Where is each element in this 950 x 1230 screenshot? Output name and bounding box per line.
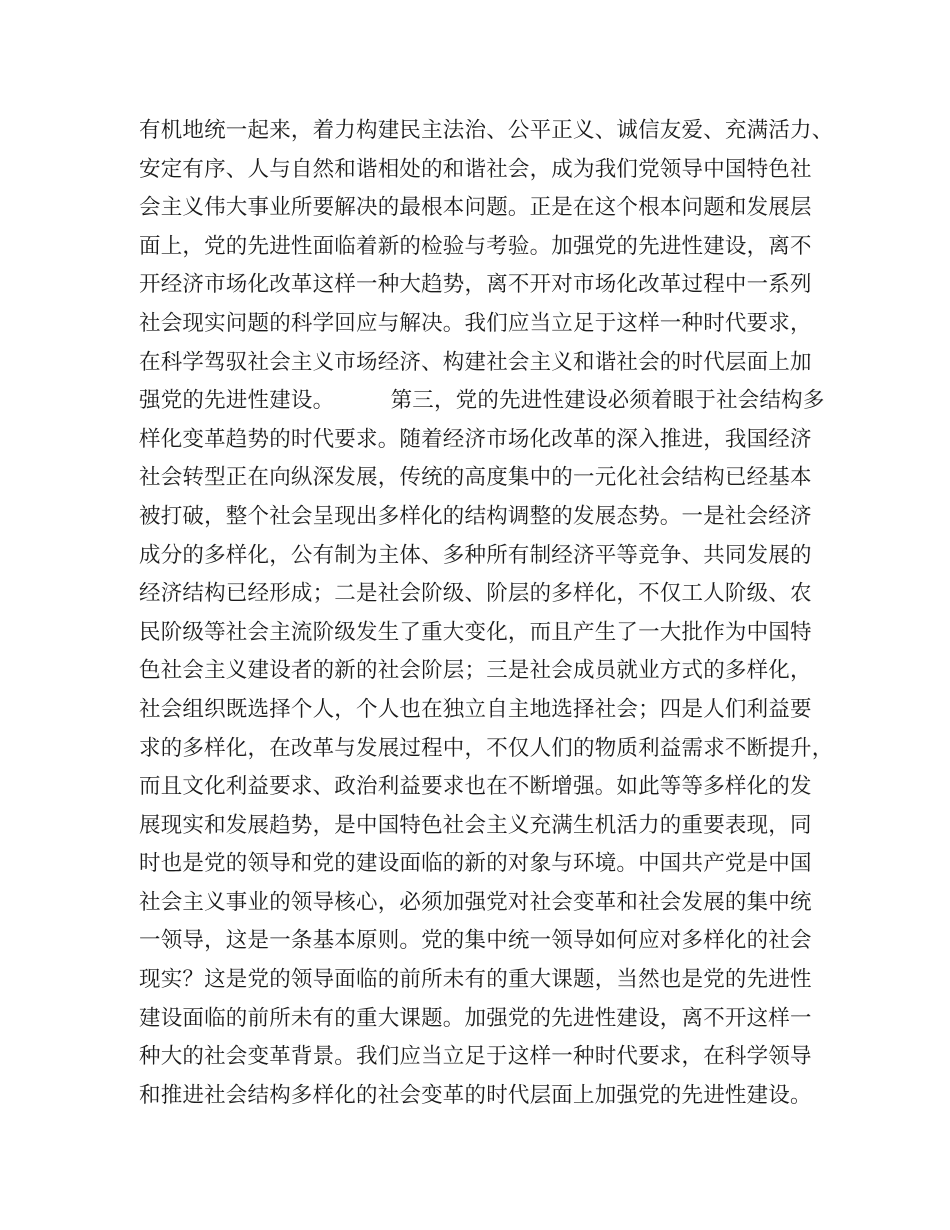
text-line: 社会现实问题的科学回应与解决。我们应当立足于这样一种时代要求， xyxy=(139,310,812,336)
text-line: 强党的先进性建设。 第三，党的先进性建设必须着眼于社会结构多 xyxy=(139,388,825,414)
body-text xyxy=(139,112,839,1115)
text-line: 一领导，这是一条基本原则。党的集中统一领导如何应对多样化的社会 xyxy=(139,928,812,954)
text-line: 社会主义事业的领导核心，必须加强党对社会变革和社会发展的集中统 xyxy=(139,889,812,915)
text-line: 和推进社会结构多样化的社会变革的时代层面上加强党的先进性建设。 xyxy=(139,1082,812,1108)
text-line: 开经济市场化改革这样一种大趋势，离不开对市场化改革过程中一系列 xyxy=(139,272,812,298)
text-line: 有机地统一起来，着力构建民主法治、公平正义、诚信友爱、充满活力、 xyxy=(139,118,834,143)
text-line: 求的多样化，在改革与发展过程中，不仅人们的物质利益需求不断提升， xyxy=(139,735,834,761)
text-line: 样化变革趋势的时代要求。随着经济市场化改革的深入推进，我国经济 xyxy=(139,426,812,452)
text-line: 现实？这是党的领导面临的前所未有的重大课题，当然也是党的先进性 xyxy=(139,967,812,993)
text-line: 在科学驾驭社会主义市场经济、构建社会主义和谐社会的时代层面上加 xyxy=(139,349,812,375)
text-line: 时也是党的领导和党的建设面临的新的对象与环境。中国共产党是中国 xyxy=(139,851,812,877)
text-line: 会主义伟大事业所要解决的最根本问题。正是在这个根本问题和发展层 xyxy=(139,195,812,221)
text-line: 建设面临的前所未有的重大课题。加强党的先进性建设，离不开这样一 xyxy=(139,1005,812,1031)
text-line: 成分的多样化，公有制为主体、多种所有制经济平等竞争、共同发展的 xyxy=(139,542,812,568)
text-line: 安定有序、人与自然和谐相处的和谐社会，成为我们党领导中国特色社 xyxy=(139,156,812,182)
text-line: 展现实和发展趋势，是中国特色社会主义充满生机活力的重要表现，同 xyxy=(139,812,812,838)
text-line: 被打破，整个社会呈现出多样化的结构调整的发展态势。一是社会经济 xyxy=(139,503,812,529)
text-line: 社会转型正在向纵深发展，传统的高度集中的一元化社会结构已经基本 xyxy=(139,465,812,491)
text-line: 社会组织既选择个人，个人也在独立自主地选择社会；四是人们利益要 xyxy=(139,696,812,722)
text-line: 而且文化利益要求、政治利益要求也在不断增强。如此等等多样化的发 xyxy=(139,774,812,800)
text-line: 色社会主义建设者的新的社会阶层；三是社会成员就业方式的多样化， xyxy=(139,658,812,684)
text-line: 面上，党的先进性面临着新的检验与考验。加强党的先进性建设，离不 xyxy=(139,233,812,259)
text-line: 经济结构已经形成；二是社会阶级、阶层的多样化，不仅工人阶级、农 xyxy=(139,581,812,607)
text-line: 种大的社会变革背景。我们应当立足于这样一种时代要求，在科学领导 xyxy=(139,1044,812,1070)
text-line: 民阶级等社会主流阶级发生了重大变化，而且产生了一大批作为中国特 xyxy=(139,619,812,645)
